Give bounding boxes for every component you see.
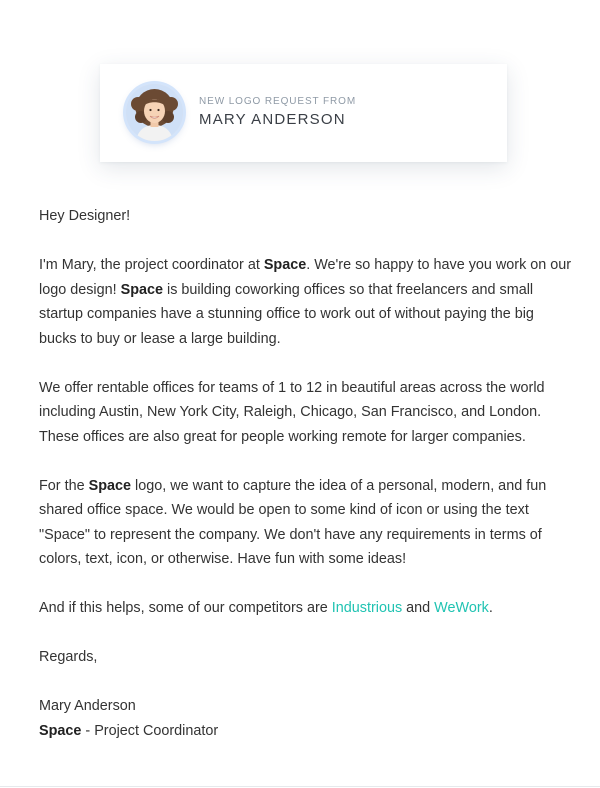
competitor-link-industrious[interactable]: Industrious [331,600,403,616]
footer-divider [0,786,600,787]
company-name-bold: Space [120,281,164,298]
requester-name: MARY ANDERSON [199,111,346,128]
paragraph-intro: I'm Mary, the project coordinator at Space. We're so happy to have you work on our logo design! Space is building coworking offices so that freelancers and small startup companies have a stunning office to work out of without paying the big bucks to buy or lease a large building. [39,257,572,347]
paragraph-offices: We offer rentable offices for teams of 1 to 12 in beautiful areas across the world including Austin, New York City, Raleigh, Chicago, San Francisco, and London. These offices are also great for people working remote for larger companies. [39,379,545,445]
request-label: NEW LOGO REQUEST FROM [199,96,357,107]
greeting: Hey Designer! [39,208,131,224]
letter-body [39,204,574,743]
competitor-link-wework[interactable]: WeWork [434,600,489,616]
woman-portrait-avatar-icon [126,84,183,141]
avatar-portrait-graphic [126,84,183,141]
signature-name: Mary Anderson [39,698,136,714]
company-name-bold: Space [39,722,82,739]
request-card [100,64,507,162]
paragraph-competitors: And if this helps, some of our competitors are Industrious and WeWork. [39,600,493,616]
signature-title: Space - Project Coordinator [39,722,219,739]
company-name-bold: Space [263,257,307,273]
closing: Regards, [39,649,98,665]
company-name-bold: Space [88,477,131,494]
paragraph-logo-brief: For the Space logo, we want to capture the idea of a personal, modern, and fun shared office space. We would be open to some kind of icon or using the text "Space" to represent the company. We don't have any requirements in terms of colors, text, icon, or otherwise. Have fun with some ideas! [39,477,547,567]
